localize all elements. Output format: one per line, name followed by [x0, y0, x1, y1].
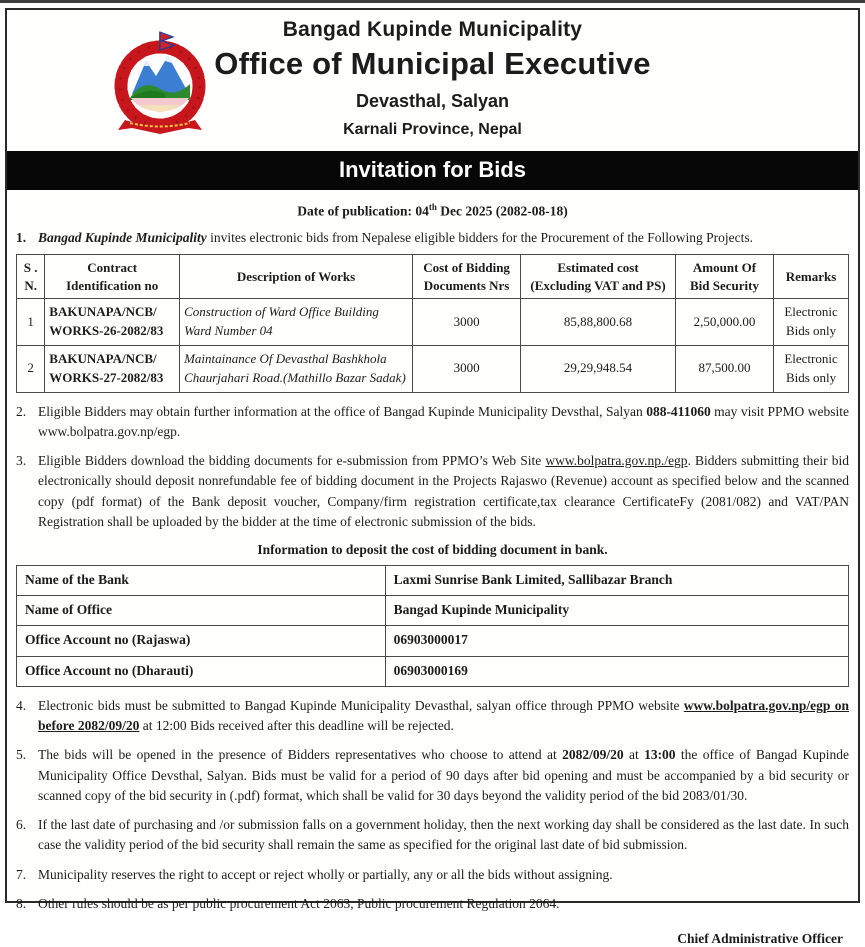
bid-table — [16, 254, 849, 392]
text-segment: th — [428, 202, 437, 212]
document-header — [7, 10, 858, 145]
window-top-edge — [0, 0, 865, 3]
note-text — [38, 745, 849, 806]
bid-table-header-cell: Cost of Bidding Documents Nrs — [413, 255, 521, 299]
text-segment: Eligible Bidders may obtain further information at the office of Bangad Kupinde Municipality Devsthal, Salyan — [38, 403, 647, 419]
intro-item — [16, 228, 849, 248]
bank-info-table-body — [17, 566, 849, 687]
bid-table-row — [17, 299, 849, 346]
bid-contract-cell: BAKUNAPA/NCB/ WORKS-26-2082/83 — [45, 299, 180, 346]
text-segment: If the last date of purchasing and /or submission falls on a government holiday, then the next working day shall be considered as the last date. In such case the validity period of the bid security shall remain the same as specified for the original last date of bid submission. — [38, 817, 849, 853]
text-segment: www.bolpatra.gov.np./egp — [545, 453, 688, 469]
bid-table-body — [17, 299, 849, 392]
bank-info-row — [17, 626, 849, 656]
office-name: Office of Municipal Executive — [214, 46, 651, 81]
bank-info-value: Bangad Kupinde Municipality — [385, 596, 848, 626]
bank-info-row — [17, 656, 849, 686]
text-segment: Eligible Bidders download the bidding documents for e-submission from PPMO’s Web Site — [38, 453, 546, 469]
office-location: Devasthal, Salyan — [355, 91, 510, 111]
note-number: 6. — [16, 817, 27, 833]
bid-cost-cell: 3000 — [413, 299, 521, 346]
bid-cost-cell: 3000 — [413, 345, 521, 392]
text-segment: may visit PPMO website www.bolpatra.gov.np/egp. — [38, 403, 849, 439]
numbered-note — [16, 745, 849, 806]
bid-sn-cell: 2 — [17, 345, 45, 392]
note-text — [38, 865, 849, 885]
bid-security-cell: 2,50,000.00 — [675, 299, 773, 346]
emblem-graphic — [99, 28, 221, 138]
text-segment: . Bidders submitting their bid electronically should deposit nonrefundable fee of bidding document in the Projects Rajaswo (Revenue) account as specified below and the scanned copy (pdf format) of the Bank deposit voucher, Company/firm registration certificate,tax clearance CertificateFy (2081/082) and VAT/PAN Registration shall be uploaded by the bidder at the time of electronic submission of the bids. — [38, 453, 849, 529]
text-segment: 2082/09/20 — [562, 747, 624, 763]
note-number: 3. — [16, 453, 27, 469]
bid-estimated-cell: 29,29,948.54 — [521, 345, 676, 392]
bid-table-header-cell: Description of Works — [180, 255, 413, 299]
bid-table-row — [17, 345, 849, 392]
bid-table-header-cell: Amount Of Bid Security — [675, 255, 773, 299]
bank-info-label: Name of Office — [17, 596, 386, 626]
intro-text — [38, 228, 849, 248]
bank-info-row — [17, 566, 849, 596]
document-body — [7, 190, 858, 947]
numbered-note — [16, 865, 849, 885]
text-segment: The bids will be opened in the presence of Bidders representatives who choose to attend at — [38, 747, 563, 763]
bank-info-value: 06903000017 — [385, 626, 848, 656]
bid-table-header-cell: S . N. — [17, 255, 45, 299]
bank-info-row — [17, 596, 849, 626]
text-segment: the office of Bangad Kupinde Municipality Office Devsthal, Salyan. Bids must be valid for a period of 90 days after bid opening and must be accompanied by a bid security or scanned copy of the bid security in (.pdf) format, which shall be valid for 30 days beyond the validity period of the bid 2083/01/30. — [38, 747, 849, 803]
signature-line: Chief Administrative Officer — [677, 931, 843, 947]
note-text — [38, 402, 849, 443]
text-segment: invites electronic bids from Nepalese eligible bidders for the Procurement of the Following Projects. — [206, 229, 754, 245]
text-segment: Electronic bids must be submitted to Bangad Kupinde Municipality Devasthal, salyan office through PPMO website — [38, 697, 684, 713]
note-number: 5. — [16, 747, 27, 763]
bid-table-header — [17, 255, 849, 299]
bank-info-value: 06903000169 — [385, 656, 848, 686]
text-segment: Date of publication: 04 — [297, 203, 429, 219]
province-line: Karnali Province, Nepal — [343, 121, 522, 138]
bank-info-label: Name of the Bank — [17, 566, 386, 596]
bid-table-header-cell: Contract Identification no — [45, 255, 180, 299]
numbered-note — [16, 696, 849, 737]
note-number: 8. — [16, 895, 27, 911]
text-segment: Dec 2025 (2082-08-18) — [436, 203, 568, 219]
numbered-note — [16, 815, 849, 856]
text-segment: 088-411060 — [646, 403, 711, 419]
bid-sn-cell: 1 — [17, 299, 45, 346]
note-number: 7. — [16, 866, 27, 882]
note-text — [38, 815, 849, 856]
publication-date — [16, 202, 849, 220]
numbered-note — [16, 402, 849, 443]
bid-table-header-cell: Remarks — [774, 255, 849, 299]
notes-after-table — [16, 402, 849, 533]
invitation-banner: Invitation for Bids — [7, 151, 858, 190]
nepal-emblem-logo — [99, 28, 221, 138]
bid-security-cell: 87,500.00 — [675, 345, 773, 392]
note-text — [38, 696, 849, 737]
text-segment: 13:00 — [644, 747, 676, 763]
note-number: 2. — [16, 403, 27, 419]
text-segment: Other rules should be as per public procurement Act 2063, Public procurement Regulation 2064. — [38, 895, 560, 911]
bank-section-heading: Information to deposit the cost of bidding document in bank. — [257, 542, 608, 558]
bank-info-label: Office Account no (Rajaswa) — [17, 626, 386, 656]
note-text — [38, 894, 849, 914]
bank-info-table — [16, 565, 849, 687]
intro-number: 1. — [16, 229, 27, 245]
bank-info-value: Laxmi Sunrise Bank Limited, Sallibazar Branch — [385, 566, 848, 596]
note-number: 4. — [16, 697, 27, 713]
bid-contract-cell: BAKUNAPA/NCB/ WORKS-27-2082/83 — [45, 345, 180, 392]
numbered-note — [16, 451, 849, 532]
notes-after-bank — [16, 696, 849, 914]
text-segment: at 12:00 Bids received after this deadline will be rejected. — [139, 718, 454, 734]
bid-description-cell: Maintainance Of Devasthal Bashkhola Chaurjahari Road.(Mathillo Bazar Sadak) — [180, 345, 413, 392]
bid-remarks-cell: Electronic Bids only — [774, 345, 849, 392]
numbered-note — [16, 894, 849, 914]
bid-table-header-cell: Estimated cost (Excluding VAT and PS) — [521, 255, 676, 299]
text-segment: Municipality reserves the right to accept or reject wholly or partially, any or all the bids without assigning. — [38, 866, 613, 882]
text-segment: at — [623, 747, 645, 763]
municipality-name: Bangad Kupinde Municipality — [282, 18, 583, 41]
note-text — [38, 451, 849, 532]
text-segment: www.bolpatra.gov.np/egp on before 2082/09/20 — [38, 697, 849, 734]
bank-info-label: Office Account no (Dharauti) — [17, 656, 386, 686]
bid-estimated-cell: 85,88,800.68 — [521, 299, 676, 346]
text-segment: Bangad Kupinde Municipality — [38, 229, 207, 245]
bid-description-cell: Construction of Ward Office Building Ward Number 04 — [180, 299, 413, 346]
bid-remarks-cell: Electronic Bids only — [774, 299, 849, 346]
document-frame — [5, 8, 860, 947]
